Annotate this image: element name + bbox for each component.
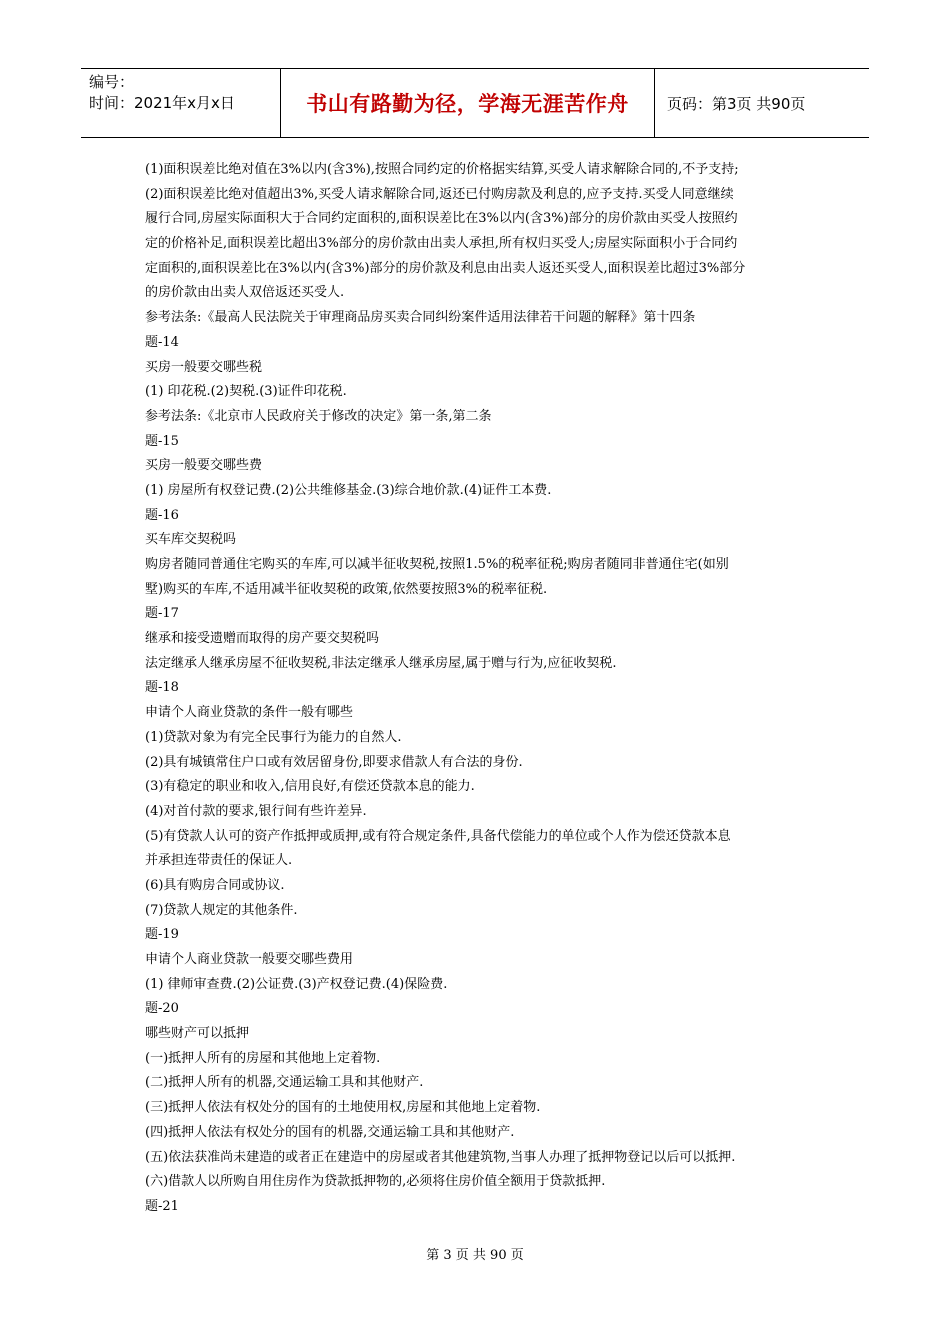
text-line: 题-21 [145,1198,179,1214]
text-line: (二)抵押人所有的机器,交通运输工具和其他财产. [145,1075,424,1091]
text-line: (3)有稳定的职业和收入,信用良好,有偿还贷款本息的能力. [145,779,475,795]
document-body [145,158,825,1220]
text-line: 继承和接受遗赠而取得的房产要交契税吗 [145,631,380,647]
document-number-label: 编号： [89,73,135,91]
text-line: 题-14 [145,334,179,350]
text-line: 买房一般要交哪些费 [145,458,263,474]
text-line: 的房价款由出卖人双倍返还买受人. [145,285,345,301]
text-line: (四)抵押人依法有权处分的国有的机器,交通运输工具和其他财产. [145,1124,515,1140]
text-line: 参考法条:《最高人民法院关于审理商品房买卖合同纠纷案件适用法律若干问题的解释》第十四条 [145,310,696,326]
text-line: 法定继承人继承房屋不征收契税,非法定继承人继承房屋,属于赠与行为,应征收契税. [145,655,617,671]
text-line: (1)贷款对象为有完全民事行为能力的自然人. [145,729,402,745]
header-motto: 书山有路勤为径，学海无涯苦作舟 [281,69,655,137]
text-line: 申请个人商业贷款一般要交哪些费用 [145,952,354,967]
text-line: (1) 房屋所有权登记费.(2)公共维修基金.(3)综合地价款.(4)证件工本费. [145,482,552,498]
page-header [81,68,869,138]
text-line: (三)抵押人依法有权处分的国有的土地使用权,房屋和其他地上定着物. [145,1100,541,1116]
text-line: 参考法条:《北京市人民政府关于修改的决定》第一条,第二条 [145,408,492,424]
text-line: 申请个人商业贷款的条件一般有哪些 [145,705,354,721]
page-footer: 第 3 页 共 90 页 [426,1248,524,1263]
text-line: (5)有贷款人认可的资产作抵押或质押,或有符合规定条件,具备代偿能力的单位或个人作为偿还贷款本息 [145,828,731,844]
text-line: 哪些财产可以抵押 [145,1026,250,1042]
text-line: (1) 律师审查费.(2)公证费.(3)产权登记费.(4)保险费. [145,976,448,992]
text-line: 题-19 [145,927,179,943]
text-line: (6)具有购房合同或协议. [145,877,285,893]
text-line: (2)面积误差比绝对值超出3%,买受人请求解除合同,返还已付购房款及利息的,应予支持.买受人同意继续 [145,186,734,202]
text-line: (4)对首付款的要求,银行间有些许差异. [145,803,367,819]
text-line: (六)借款人以所购自用住房作为贷款抵押物的,必须将住房价值全额用于贷款抵押. [145,1174,606,1190]
text-line: 题-20 [145,1001,179,1017]
text-line: 定面积的,面积误差比在3%以内(含3%)部分的房价款及利息由出卖人返还买受人,面积误差比超过3%部分 [145,260,746,276]
text-line: 墅)购买的车库,不适用减半征收契税的政策,依然要按照3%的税率征税. [145,581,548,597]
text-line: (1)面积误差比绝对值在3%以内(含3%),按照合同约定的价格据实结算,买受人请求解除合同的,不予支持; [145,162,739,177]
text-line: 题-15 [145,433,179,449]
text-line: 定的价格补足,面积误差比超出3%部分的房价款由出卖人承担,所有权归买受人;房屋实际面积小于合同约 [145,236,738,252]
text-line: (五)依法获准尚未建造的或者正在建造中的房屋或者其他建筑物,当事人办理了抵押物登记以后可以抵押. [145,1149,736,1165]
text-line: (一)抵押人所有的房屋和其他地上定着物. [145,1050,381,1066]
text-line: 题-16 [145,507,179,523]
text-line: (1) 印花税.(2)契税.(3)证件印花税. [145,384,347,400]
text-line: 并承担连带责任的保证人. [145,853,293,869]
text-line: (2)具有城镇常住户口或有效居留身份,即要求借款人有合法的身份. [145,754,523,770]
text-line: 买车库交契税吗 [145,532,237,548]
header-info-cell [81,69,281,137]
text-line: 题-17 [145,606,179,622]
text-line: 题-18 [145,680,179,696]
document-time-label: 时间：2021年x月x日 [89,94,235,112]
text-line: 买房一般要交哪些税 [145,359,263,375]
text-line: 履行合同,房屋实际面积大于合同约定面积的,面积误差比在3%以内(含3%)部分的房价款由买受人按照约 [145,211,738,227]
text-line: (7)贷款人规定的其他条件. [145,902,298,918]
header-page-number: 页码：第3页 共90页 [667,94,806,113]
text-line: 购房者随同普通住宅购买的车库,可以减半征收契税,按照1.5%的税率征税;购房者随同非普通住宅(如别 [145,557,729,572]
